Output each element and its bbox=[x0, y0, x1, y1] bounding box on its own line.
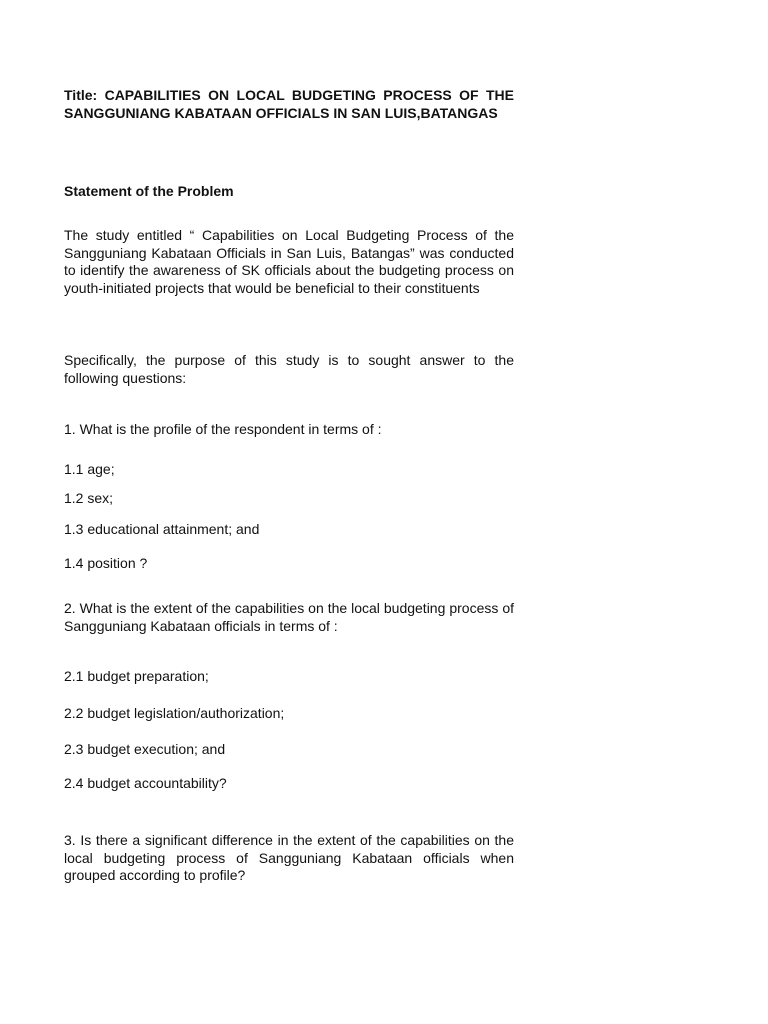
question-2-item: 2.3 budget execution; and bbox=[64, 741, 226, 757]
section-heading: Statement of the Problem bbox=[64, 183, 234, 199]
question-1-item: 1.3 educational attainment; and bbox=[64, 521, 260, 537]
question-2: 2. What is the extent of the capabilities on the local budgeting process of Sangguniang Kabataan officials in terms of : bbox=[64, 600, 514, 634]
question-1-item: 1.1 age; bbox=[64, 461, 115, 477]
question-1-item: 1.2 sex; bbox=[64, 490, 114, 506]
question-1-item: 1.4 position ? bbox=[64, 555, 148, 571]
purpose-paragraph: Specifically, the purpose of this study is to sought answer to the following questions: bbox=[64, 352, 514, 386]
document-title: Title: CAPABILITIES ON LOCAL BUDGETING PROCESS OF THE SANGGUNIANG KABATAAN OFFICIALS IN SAN LUIS,BATANGAS bbox=[64, 87, 514, 121]
question-3: 3. Is there a significant difference in the extent of the capabilities on the local budgeting process of Sangguniang Kabataan officials when grouped according to profile? bbox=[64, 832, 514, 883]
question-1: 1. What is the profile of the respondent in terms of : bbox=[64, 421, 382, 437]
question-2-item: 2.1 budget preparation; bbox=[64, 668, 209, 684]
question-2-item: 2.2 budget legislation/authorization; bbox=[64, 705, 285, 721]
intro-paragraph: The study entitled “ Capabilities on Local Budgeting Process of the Sangguniang Kabataan Officials in San Luis, Batangas” was conducted to identify the awareness of SK officials about the budgeting process on youth-initiated projects that would be beneficial to their constituents bbox=[64, 227, 514, 296]
question-2-item: 2.4 budget accountability? bbox=[64, 775, 227, 791]
